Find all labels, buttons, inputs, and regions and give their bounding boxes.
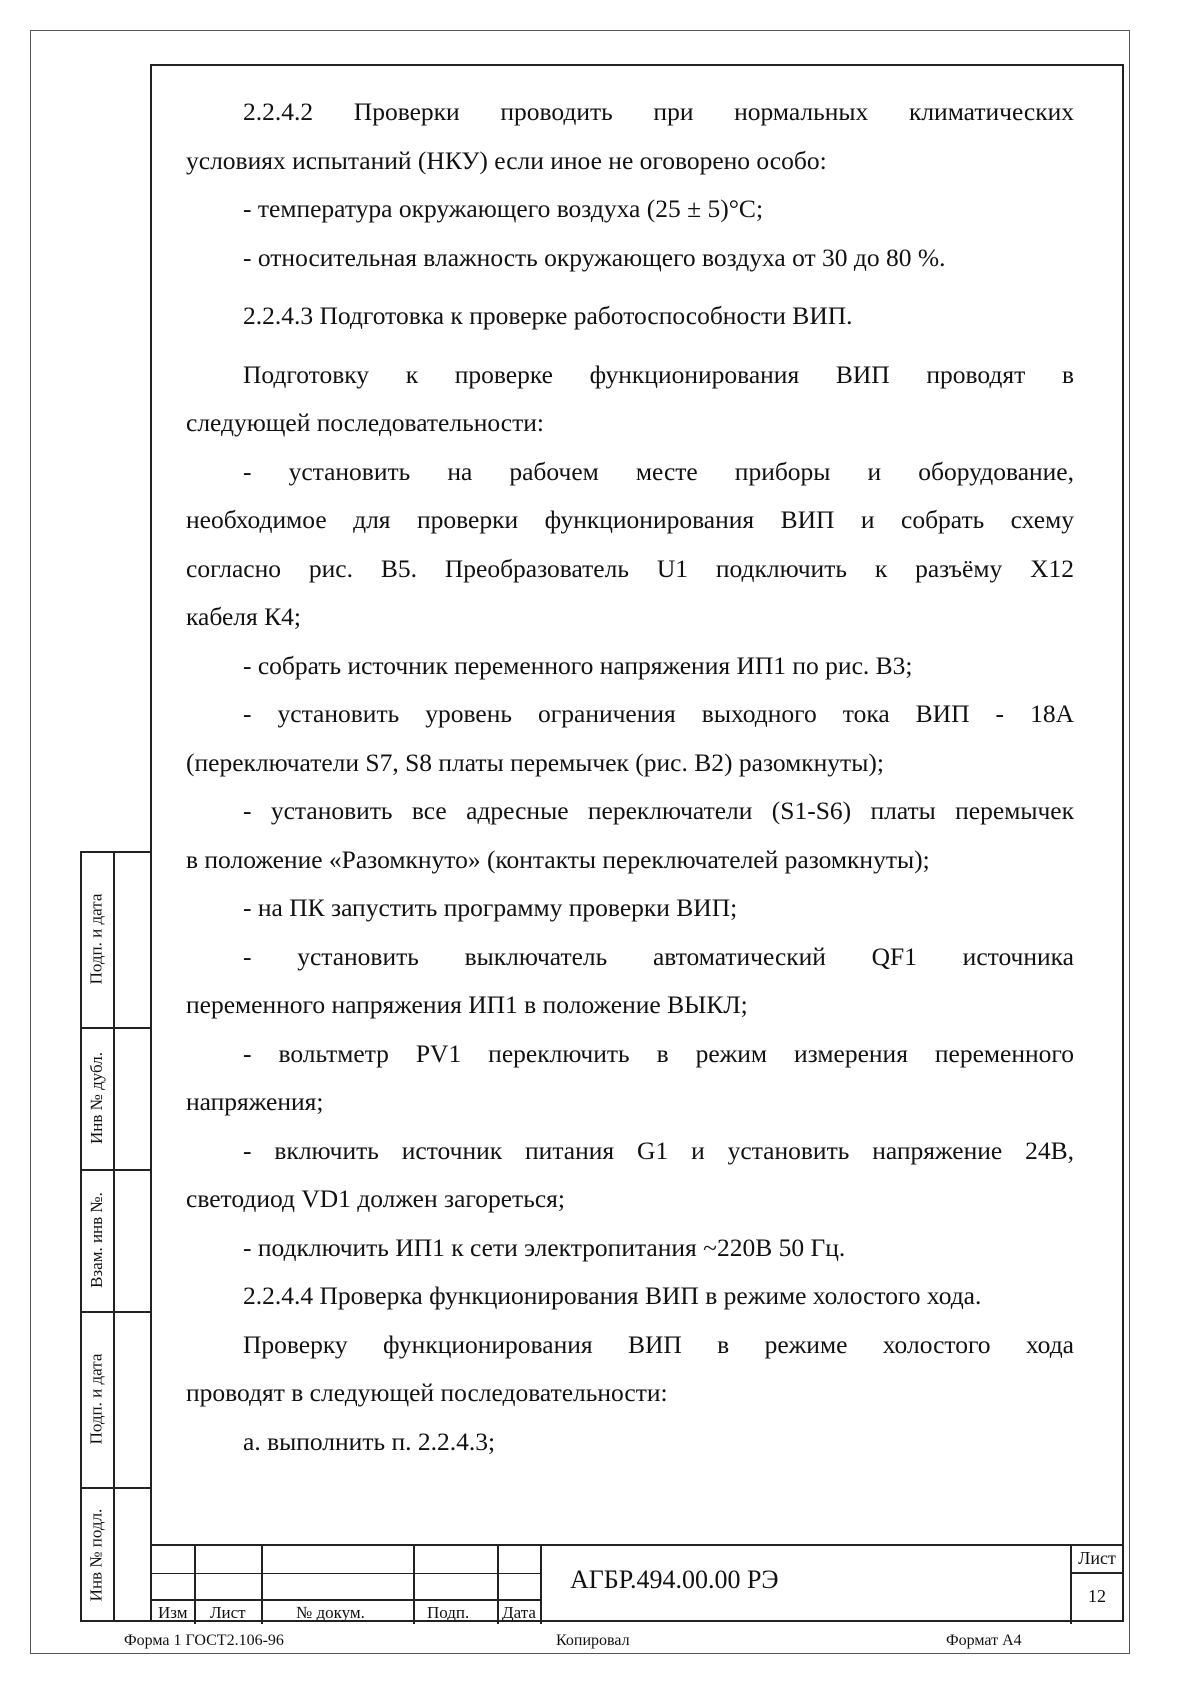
footer-format: Формат А4 bbox=[946, 1632, 1022, 1649]
list-item: - включить источник питания G1 и установить напряжение 24В, bbox=[243, 1135, 1074, 1165]
footer-form: Форма 1 ГОСТ2.106-96 bbox=[124, 1632, 284, 1649]
title-block-rule bbox=[1070, 1572, 1124, 1574]
list-item: кабеля К4; bbox=[186, 602, 301, 631]
list-item: в положение «Разомкнуто» (контакты переключателей разомкнуты); bbox=[186, 844, 930, 874]
paragraph: следующей последовательности: bbox=[186, 408, 544, 437]
title-block-rule bbox=[150, 1573, 540, 1574]
list-item: - подключить ИП1 к сети электропитания ~220В 50 Гц. bbox=[243, 1232, 846, 1262]
col-data: Дата bbox=[502, 1603, 536, 1622]
side-label-podp-data-2: Подп. и дата bbox=[86, 1353, 106, 1445]
paragraph: 2.2.4.3 Подготовка к проверке работоспособности ВИП. bbox=[243, 301, 853, 330]
title-block-rule bbox=[194, 1546, 196, 1624]
list-item: необходимое для проверки функционирования ВИП и собрать схему bbox=[186, 505, 1074, 534]
paragraph: Подготовку к проверке функционирования ВИП проводят в bbox=[243, 359, 1074, 389]
side-strip-divider bbox=[113, 851, 115, 1622]
list-item: переменного напряжения ИП1 в положение ВЫКЛ; bbox=[186, 990, 748, 1019]
document-body bbox=[186, 88, 1074, 1466]
col-podp: Подп. bbox=[427, 1603, 470, 1622]
sheet-number: 12 bbox=[1088, 1586, 1106, 1606]
paragraph: Проверку функционирования ВИП в режиме холостого хода bbox=[243, 1329, 1074, 1359]
paragraph: условиях испытаний (НКУ) если иное не оговорено особо: bbox=[186, 145, 827, 175]
paragraph: 2.2.4.2 Проверки проводить при нормальных климатических bbox=[243, 97, 1074, 126]
list-item: напряжения; bbox=[186, 1087, 324, 1116]
paragraph: проводят в следующей последовательности: bbox=[186, 1378, 668, 1407]
title-block bbox=[150, 1544, 1124, 1622]
list-item: - вольтметр PV1 переключить в режим измерения переменного bbox=[243, 1038, 1074, 1068]
side-stamp-strip bbox=[80, 851, 150, 1622]
col-izm: Изм bbox=[158, 1603, 188, 1622]
list-item: светодиод VD1 должен загореться; bbox=[186, 1184, 565, 1213]
list-item: - установить все адресные переключатели (S1-S6) платы перемычек bbox=[243, 796, 1074, 825]
side-label-inv-dubl: Инв № дубл. bbox=[86, 1051, 106, 1145]
title-block-rule bbox=[413, 1546, 415, 1624]
list-item: - собрать источник переменного напряжения ИП1 по рис. В3; bbox=[243, 650, 913, 680]
list-item: - установить уровень ограничения выходного тока ВИП - 18А bbox=[243, 699, 1074, 728]
document-code: АГБР.494.00.00 РЭ bbox=[570, 1565, 779, 1594]
side-label-inv-podl: Инв № подл. bbox=[86, 1508, 106, 1601]
col-dokum: № докум. bbox=[296, 1603, 365, 1622]
footer-copied: Копировал bbox=[556, 1632, 630, 1649]
title-block-rule bbox=[150, 1599, 540, 1601]
col-list: Лист bbox=[210, 1603, 246, 1622]
title-block-rule bbox=[261, 1546, 263, 1624]
sheet-label: Лист bbox=[1078, 1548, 1116, 1568]
list-item: согласно рис. В5. Преобразователь U1 подключить к разъёму Х12 bbox=[186, 553, 1074, 583]
list-item: а. выполнить п. 2.2.4.3; bbox=[243, 1426, 496, 1456]
side-label-podp-data-1: Подп. и дата bbox=[86, 893, 106, 985]
side-label-vzam-inv: Взам. инв №. bbox=[86, 1192, 106, 1288]
list-item: - установить на рабочем месте приборы и оборудование, bbox=[243, 456, 1074, 486]
list-item: - установить выключатель автоматический QF1 источника bbox=[243, 941, 1074, 971]
list-item: - на ПК запустить программу проверки ВИП; bbox=[243, 893, 738, 922]
list-item: (переключатели S7, S8 платы перемычек (рис. В2) разомкнуты); bbox=[186, 747, 884, 777]
paragraph: - температура окружающего воздуха (25 ± 5)°С; bbox=[243, 194, 764, 223]
title-block-rule bbox=[540, 1546, 542, 1624]
section-heading: 2.2.4.4 Проверка функционирования ВИП в режиме холостого хода. bbox=[243, 1281, 982, 1310]
title-block-rule bbox=[497, 1546, 499, 1624]
paragraph: - относительная влажность окружающего воздуха от 30 до 80 %. bbox=[243, 242, 946, 272]
